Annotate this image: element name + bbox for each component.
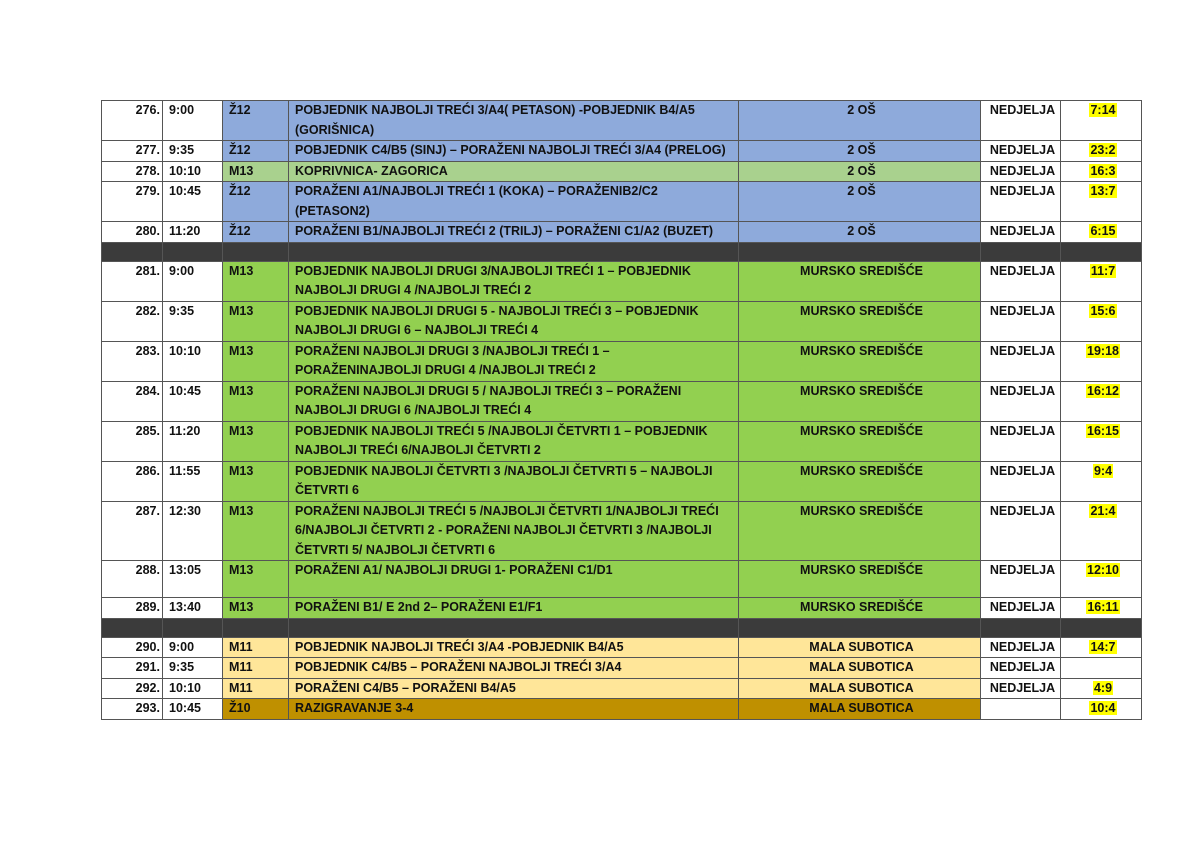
separator-cell <box>102 242 163 261</box>
match-row <box>102 341 1142 381</box>
match-venue: 2 OŠ <box>739 222 981 243</box>
match-row <box>102 261 1142 301</box>
match-category: M13 <box>223 461 289 501</box>
match-venue: MURSKO SREDIŠĆE <box>739 261 981 301</box>
score-value: 9:4 <box>1093 463 1113 478</box>
match-day: NEDJELJA <box>981 161 1061 182</box>
match-score <box>1061 101 1142 141</box>
match-day <box>981 699 1061 720</box>
match-number: 286. <box>102 461 163 501</box>
match-category: M13 <box>223 501 289 561</box>
match-venue: MALA SUBOTICA <box>739 637 981 658</box>
match-number: 276. <box>102 101 163 141</box>
match-number: 291. <box>102 658 163 679</box>
match-row <box>102 421 1142 461</box>
match-day: NEDJELJA <box>981 561 1061 598</box>
separator-cell <box>981 618 1061 637</box>
match-score <box>1061 222 1142 243</box>
match-category: M11 <box>223 658 289 679</box>
match-category: M11 <box>223 637 289 658</box>
match-row <box>102 598 1142 619</box>
match-venue: MURSKO SREDIŠĆE <box>739 341 981 381</box>
score-value: 7:14 <box>1090 103 1116 117</box>
match-number: 279. <box>102 182 163 222</box>
match-category: Ž10 <box>223 699 289 720</box>
match-score <box>1061 341 1142 381</box>
match-category: Ž12 <box>223 101 289 141</box>
match-row <box>102 501 1142 561</box>
match-row <box>102 699 1142 720</box>
match-description: RAZIGRAVANJE 3-4 <box>289 699 739 720</box>
match-score <box>1061 461 1142 501</box>
match-score <box>1061 658 1142 679</box>
match-time: 13:40 <box>163 598 223 619</box>
match-row <box>102 381 1142 421</box>
match-time: 9:00 <box>163 261 223 301</box>
match-row <box>102 678 1142 699</box>
match-category: Ž12 <box>223 222 289 243</box>
match-venue: 2 OŠ <box>739 182 981 222</box>
match-score <box>1061 141 1142 162</box>
match-category: M13 <box>223 161 289 182</box>
match-time: 9:00 <box>163 101 223 141</box>
match-time: 9:35 <box>163 301 223 341</box>
score-value: 23:2 <box>1090 143 1116 157</box>
match-day: NEDJELJA <box>981 222 1061 243</box>
separator-cell <box>739 618 981 637</box>
match-day: NEDJELJA <box>981 678 1061 699</box>
match-time: 10:10 <box>163 678 223 699</box>
match-day: NEDJELJA <box>981 598 1061 619</box>
match-venue: MURSKO SREDIŠĆE <box>739 501 981 561</box>
match-time: 11:55 <box>163 461 223 501</box>
match-number: 281. <box>102 261 163 301</box>
match-venue: MALA SUBOTICA <box>739 658 981 679</box>
match-score <box>1061 301 1142 341</box>
match-day: NEDJELJA <box>981 261 1061 301</box>
separator-cell <box>223 618 289 637</box>
match-score <box>1061 598 1142 619</box>
match-row <box>102 301 1142 341</box>
score-value: 12:10 <box>1087 563 1119 577</box>
match-day: NEDJELJA <box>981 141 1061 162</box>
match-row <box>102 141 1142 162</box>
match-day: NEDJELJA <box>981 421 1061 461</box>
separator-cell <box>981 242 1061 261</box>
match-number: 288. <box>102 561 163 598</box>
separator-cell <box>289 618 739 637</box>
match-category: Ž12 <box>223 182 289 222</box>
match-score <box>1061 261 1142 301</box>
separator-cell <box>739 242 981 261</box>
match-category: Ž12 <box>223 141 289 162</box>
score-value: 11:7 <box>1090 263 1116 278</box>
match-number: 285. <box>102 421 163 461</box>
match-category: M13 <box>223 341 289 381</box>
score-value: 10:4 <box>1090 701 1116 715</box>
match-row <box>102 658 1142 679</box>
match-time: 9:35 <box>163 658 223 679</box>
match-row <box>102 182 1142 222</box>
match-score <box>1061 182 1142 222</box>
match-venue: MURSKO SREDIŠĆE <box>739 421 981 461</box>
match-description: PORAŽENI NAJBOLJI TREĆI 5 /NAJBOLJI ČETVRTI 1/NAJBOLJI TREĆI 6/NAJBOLJI ČETVRTI 2 - PORAŽENI NAJBOLJI ČETVRTI 3 /NAJBOLJI ČETVRTI 5/ NAJBOLJI ČETVRTI 6 <box>289 501 739 561</box>
match-time: 13:05 <box>163 561 223 598</box>
match-row <box>102 461 1142 501</box>
match-description: POBJEDNIK NAJBOLJI TREĆI 3/A4( PETASON) -POBJEDNIK B4/A5 (GORIŠNICA) <box>289 101 739 141</box>
score-value: 15:6 <box>1090 303 1116 318</box>
match-time: 10:45 <box>163 699 223 720</box>
match-description: POBJEDNIK NAJBOLJI DRUGI 5 - NAJBOLJI TREĆI 3 – POBJEDNIK NAJBOLJI DRUGI 6 – NAJBOLJI TREĆI 4 <box>289 301 739 341</box>
match-time: 11:20 <box>163 421 223 461</box>
match-venue: MURSKO SREDIŠĆE <box>739 461 981 501</box>
match-number: 282. <box>102 301 163 341</box>
match-category: M13 <box>223 301 289 341</box>
match-category: M11 <box>223 678 289 699</box>
match-category: M13 <box>223 381 289 421</box>
score-value: 13:7 <box>1090 184 1116 198</box>
match-venue: 2 OŠ <box>739 101 981 141</box>
match-number: 284. <box>102 381 163 421</box>
match-number: 287. <box>102 501 163 561</box>
match-number: 290. <box>102 637 163 658</box>
match-category: M13 <box>223 561 289 598</box>
match-number: 283. <box>102 341 163 381</box>
match-day: NEDJELJA <box>981 658 1061 679</box>
match-number: 293. <box>102 699 163 720</box>
match-category: M13 <box>223 421 289 461</box>
match-description: POBJEDNIK NAJBOLJI DRUGI 3/NAJBOLJI TREĆI 1 – POBJEDNIK NAJBOLJI DRUGI 4 /NAJBOLJI TREĆI 2 <box>289 261 739 301</box>
match-day: NEDJELJA <box>981 381 1061 421</box>
match-description: PORAŽENI C4/B5 – PORAŽENI B4/A5 <box>289 678 739 699</box>
match-day: NEDJELJA <box>981 461 1061 501</box>
match-day: NEDJELJA <box>981 341 1061 381</box>
match-venue: MURSKO SREDIŠĆE <box>739 561 981 598</box>
score-value: 6:15 <box>1090 224 1116 238</box>
section-separator <box>102 618 1142 637</box>
match-venue: MURSKO SREDIŠĆE <box>739 598 981 619</box>
match-description: POBJEDNIK NAJBOLJI TREĆI 3/A4 -POBJEDNIK B4/A5 <box>289 637 739 658</box>
schedule-body <box>102 101 1142 720</box>
score-value: 16:15 <box>1087 423 1119 438</box>
match-score <box>1061 699 1142 720</box>
match-time: 10:45 <box>163 381 223 421</box>
match-row <box>102 561 1142 598</box>
separator-cell <box>289 242 739 261</box>
match-time: 10:45 <box>163 182 223 222</box>
match-number: 289. <box>102 598 163 619</box>
section-separator <box>102 242 1142 261</box>
match-time: 10:10 <box>163 341 223 381</box>
match-row <box>102 637 1142 658</box>
match-number: 278. <box>102 161 163 182</box>
match-time: 9:00 <box>163 637 223 658</box>
match-score <box>1061 421 1142 461</box>
score-value: 14:7 <box>1090 639 1116 654</box>
match-description: PORAŽENI A1/NAJBOLJI TREĆI 1 (KOKA) – PORAŽENIB2/C2 (PETASON2) <box>289 182 739 222</box>
separator-cell <box>163 242 223 261</box>
match-description: PORAŽENI A1/ NAJBOLJI DRUGI 1- PORAŽENI C1/D1 <box>289 561 739 598</box>
match-description: POBJEDNIK C4/B5 – PORAŽENI NAJBOLJI TREĆI 3/A4 <box>289 658 739 679</box>
match-score <box>1061 561 1142 598</box>
score-value: 16:12 <box>1087 383 1119 398</box>
match-venue: 2 OŠ <box>739 161 981 182</box>
match-time: 9:35 <box>163 141 223 162</box>
match-row <box>102 161 1142 182</box>
match-description: PORAŽENI NAJBOLJI DRUGI 5 / NAJBOLJI TREĆI 3 – PORAŽENI NAJBOLJI DRUGI 6 /NAJBOLJI TREĆI 4 <box>289 381 739 421</box>
match-score <box>1061 678 1142 699</box>
match-number: 292. <box>102 678 163 699</box>
match-time: 12:30 <box>163 501 223 561</box>
match-description: KOPRIVNICA- ZAGORICA <box>289 161 739 182</box>
match-category: M13 <box>223 598 289 619</box>
match-description: POBJEDNIK NAJBOLJI ČETVRTI 3 /NAJBOLJI ČETVRTI 5 – NAJBOLJI ČETVRTI 6 <box>289 461 739 501</box>
score-value: 16:11 <box>1087 600 1119 614</box>
match-description: PORAŽENI B1/ E 2nd 2– PORAŽENI E1/F1 <box>289 598 739 619</box>
score-value: 21:4 <box>1090 503 1116 518</box>
match-day: NEDJELJA <box>981 301 1061 341</box>
separator-cell <box>163 618 223 637</box>
score-value: 16:3 <box>1090 163 1116 178</box>
match-day: NEDJELJA <box>981 637 1061 658</box>
match-score <box>1061 161 1142 182</box>
separator-cell <box>102 618 163 637</box>
match-venue: MALA SUBOTICA <box>739 699 981 720</box>
match-description: PORAŽENI B1/NAJBOLJI TREĆI 2 (TRILJ) – PORAŽENI C1/A2 (BUZET) <box>289 222 739 243</box>
match-venue: MALA SUBOTICA <box>739 678 981 699</box>
match-venue: MURSKO SREDIŠĆE <box>739 381 981 421</box>
match-row <box>102 222 1142 243</box>
match-time: 11:20 <box>163 222 223 243</box>
match-category: M13 <box>223 261 289 301</box>
match-row <box>102 101 1142 141</box>
match-day: NEDJELJA <box>981 101 1061 141</box>
match-description: POBJEDNIK NAJBOLJI TREĆI 5 /NAJBOLJI ČETVRTI 1 – POBJEDNIK NAJBOLJI TREĆI 6/NAJBOLJI ČETVRTI 2 <box>289 421 739 461</box>
match-score <box>1061 637 1142 658</box>
score-value: 4:9 <box>1093 680 1113 695</box>
match-day: NEDJELJA <box>981 182 1061 222</box>
match-description: PORAŽENI NAJBOLJI DRUGI 3 /NAJBOLJI TREĆI 1 – PORAŽENINAJBOLJI DRUGI 4 /NAJBOLJI TREĆI 2 <box>289 341 739 381</box>
match-description: POBJEDNIK C4/B5 (SINJ) – PORAŽENI NAJBOLJI TREĆI 3/A4 (PRELOG) <box>289 141 739 162</box>
match-number: 280. <box>102 222 163 243</box>
match-venue: 2 OŠ <box>739 141 981 162</box>
match-venue: MURSKO SREDIŠĆE <box>739 301 981 341</box>
schedule-table <box>101 100 1142 720</box>
match-score <box>1061 501 1142 561</box>
separator-cell <box>1061 242 1142 261</box>
match-time: 10:10 <box>163 161 223 182</box>
separator-cell <box>1061 618 1142 637</box>
score-value: 19:18 <box>1087 343 1119 358</box>
match-number: 277. <box>102 141 163 162</box>
separator-cell <box>223 242 289 261</box>
match-score <box>1061 381 1142 421</box>
match-day: NEDJELJA <box>981 501 1061 561</box>
